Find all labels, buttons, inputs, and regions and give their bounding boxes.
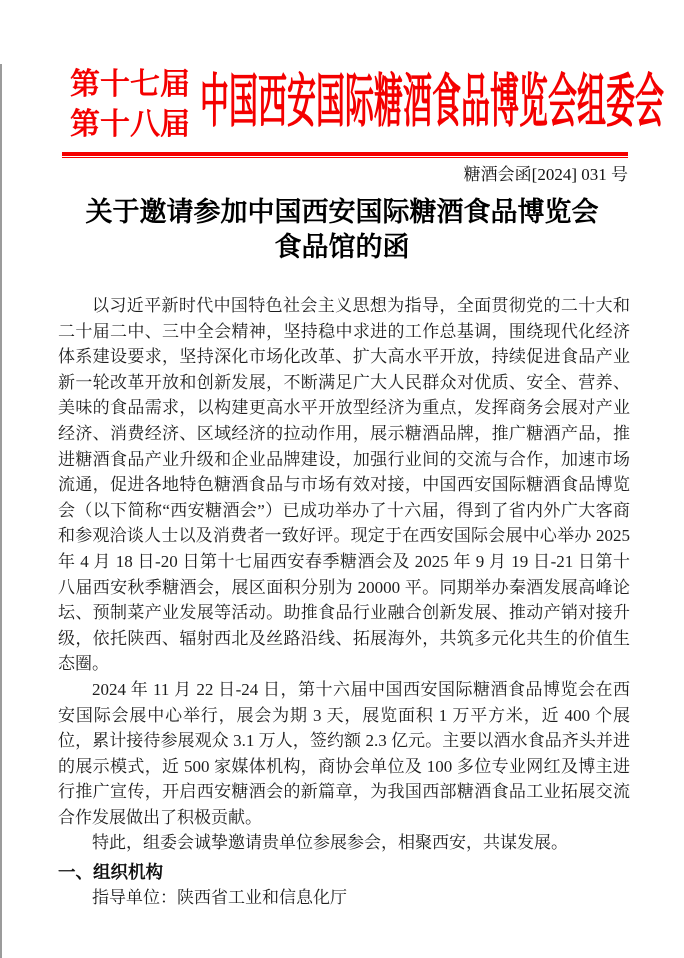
edition-line-2: 第十八届 [70,108,190,141]
edition-line-1: 第十七届 [70,68,190,101]
letter-title-line-2: 食品馆的函 [274,232,410,262]
letter-title [20,195,664,265]
letter-body [58,293,630,911]
edition-numbers [70,65,190,145]
section-heading-organization: 一、组织机构 [58,862,163,883]
page-edge-line [0,64,2,958]
organizer-name: 中国西安国际糖酒食品博览会组委会 [200,69,665,134]
red-divider-thick-line [62,152,628,156]
paragraph-intro: 以习近平新时代中国特色社会主义思想为指导，全面贯彻党的二十大和二十届二中、三中全会精神，坚持稳中求进的工作总基调，围绕现代化经济体系建设要求，坚持深化市场化改革、扩大高水平开放，持续促进食品产业新一轮改革开放和创新发展，不断满足广大人民群众对优质、安全、营养、美味的食品需求，以构建更高水平开放型经济为重点，发挥商务会展对产业经济、消费经济、区域经济的拉动作用，展示糖酒品牌，推广糖酒产品，推进糖酒食品产业升级和企业品牌建设，加强行业间的交流与合作，加速市场流通，促进各地特色糖酒食品与市场有效对接，中国西安国际糖酒食品博览会（以下简称“西安糖酒会”）已成功举办了十六届，得到了省内外广大客商和参观洽谈人士以及消费者一致好评。现定于在西安国际会展中心举办 2025 年 4 月 18 日-20 日第十七届西安春季糖酒会及 2025 年 9 月 19 日-21 日第十八届西安秋季糖酒会，展区面积分别为 20000 平。同期举办秦酒发展高峰论坛、预制菜产业发展等活动。助推食品行业融合创新发展、推动产销对接升级，依托陕西、辐射西北及丝路沿线、拓展海外，共筑多元化共生的价值生态圈。 [58,296,630,674]
paragraph-previous-expo: 2024 年 11 月 22 日-24 日，第十六届中国西安国际糖酒食品博览会在西安国际会展中心举行，展会为期 3 天，展览面积 1 万平方米，近 400 个展位，累计接待参展观众 3.1 万人，签约额 2.3 亿元。主要以酒水食品齐头并进的展示模式，近 500 家媒体机构，商协会单位及 100 多位专业网红及博主进行推广宣传，开启西安糖酒会的新篇章，为我国西部糖酒食品工业拓展交流合作发展做出了积极贡献。 [58,679,630,827]
letter-title-line-1: 关于邀请参加中国西安国际糖酒食品博览会 [85,197,599,227]
red-divider-thin-line [62,157,628,158]
organizer-name-wrap [200,69,684,134]
guiding-unit-line: 指导单位：陕西省工业和信息化厅 [92,888,347,908]
paragraph-invitation: 特此，组委会诚挚邀请贵单位参展参会，相聚西安，共谋发展。 [92,833,568,853]
red-divider-rule [62,152,628,158]
letterhead [70,64,684,146]
document-number: 糖酒会函[2024] 031 号 [463,165,628,184]
